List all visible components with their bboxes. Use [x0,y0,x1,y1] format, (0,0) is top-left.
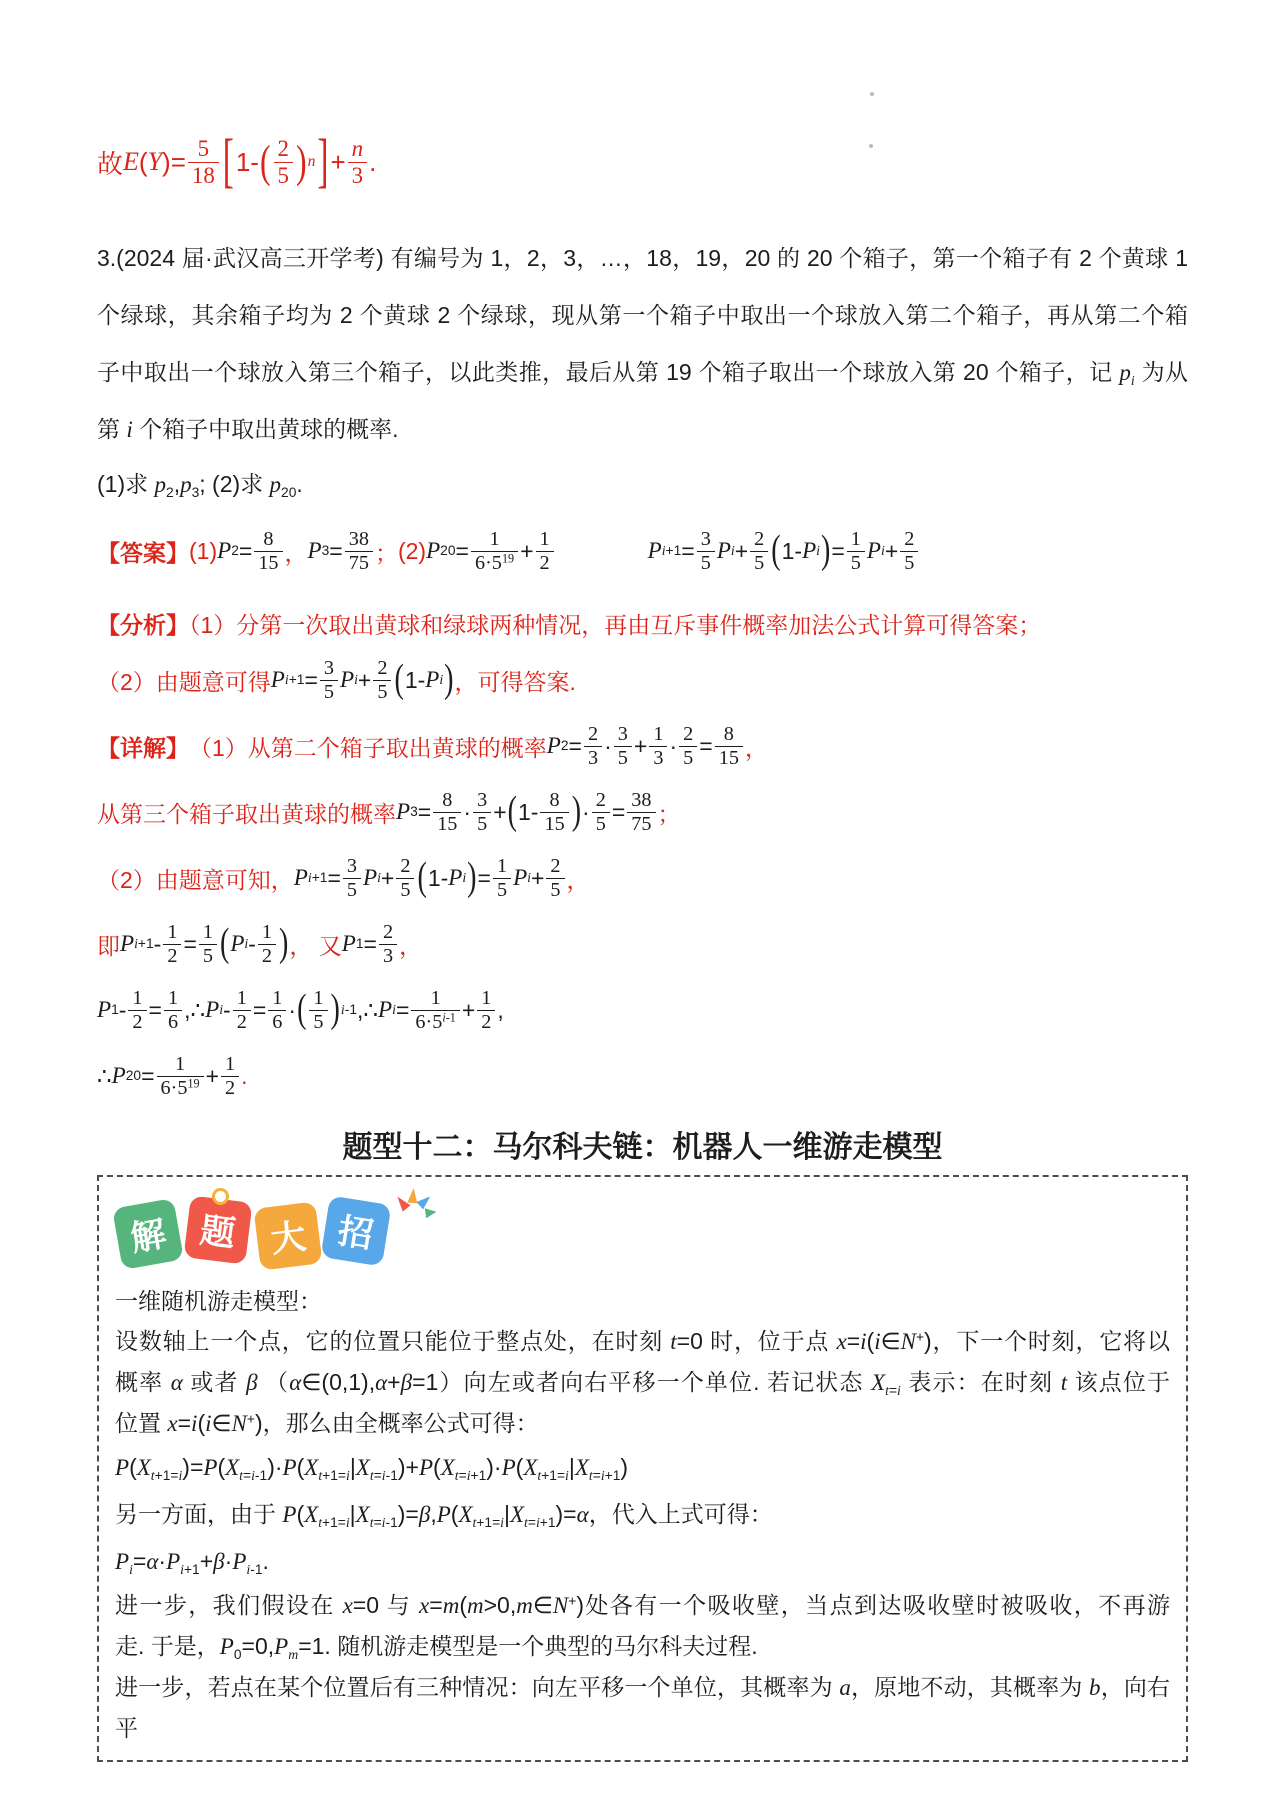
solution-line: 从第三个箱子取出黄球的概率 P 3 = 8 15 · 3 5 + ( 1- 8 15 ) · 2 5 = 38 75 ； [97,788,681,835]
answer-line: 【答案】 (1) P 2 = 8 15 ， P 3 = 38 75 ； (2) P 20 = 1 $6\cdot 5^{19}$ + 1 2 P i+1 = 3 5 P i + 2 5 ( 1- P i ) = 1 5 P i + 2 5 [97,511,1188,591]
box-line: 位置 x=i(i∈N+)，那么由全概率公式可得： [115,1410,539,1436]
problem-line: 3.(2024 届·武汉高三开学考) 有编号为 1，2，3，…，18，19，20 的 20 个箱子，第一个箱子有 2 个黄球 1 [97,245,1188,271]
stray-mark-icon [869,144,873,148]
method-box [97,1175,1188,1762]
badge-tile-icon: 题 [183,1195,252,1264]
box-line: 一维随机游走模型： [115,1288,322,1314]
box-line: 进一步，若点在某个位置后有三种情况：向左平移一个单位，其概率为 a，原地不动，其概率为 b，向右平 [115,1674,1171,1741]
box-formula-line: $P_i=\alpha\cdot P_{i+1}+\beta\cdot P_{i-1}$. [115,1548,269,1577]
box-line: 设数轴上一个点，它的位置只能位于整点处，在时刻 t=0 时，位于点 x=i(i∈N+)，下一个时刻，它将以 [115,1328,1170,1354]
sparkle-shard-icon [425,1207,437,1218]
sparkle-icon [395,1187,439,1231]
box-formula-line: $P(X_{t+1=i})=P(X_{t=i-1})\cdot P(X_{t+1=i}|X_{t=i-1})+P(X_{t=i+1})\cdot P(X_{t+1=i}|X_{t=i+1})$ [115,1454,629,1483]
solution-line: （2）由题意可知， P i+1 = 3 5 P i + 2 5 ( 1- P i ) = 1 5 P i + 2 5 ， [97,854,590,901]
problem-question: (1)求 $p_2,p_3$; (2)求 $p_{20}$. [97,471,303,500]
badge-tile-icon: 大 [253,1201,322,1270]
stray-mark-icon [870,92,874,96]
analysis-line: （2）由题意可得 P i+1 = 3 5 P i + 2 5 ( 1- P i ) ，可得答案. [97,656,576,703]
problem-line: 第 i 个箱子中取出黄球的概率. [97,416,399,442]
badge-tile-icon: 招 [321,1196,392,1267]
problem-line: 子中取出一个球放入第三个箱子，以此类推，最后从第 19 个箱子取出一个球放入第 20 个箱子，记 $p_i$ 为从 [97,359,1188,388]
analysis-line: 【分析】（1）分第一次取出黄球和绿球两种情况，再由互斥事件概率加法公式计算可得答案； [97,612,1042,638]
problem-line: 个绿球，其余箱子均为 2 个黄球 2 个绿球，现从第一个箱子中取出一个球放入第二个箱子，再从第二个箱 [97,302,1188,328]
problem-3-statement [97,230,1188,458]
solution-line: 【详解】 （1）从第二个箱子取出黄球的概率 P 2 = 2 3 · 3 5 + 1 3 · 2 5 = 8 15 ， [97,722,768,769]
formula-ey: 故 E ( Y )= 5 18 [ 1- ( 2 5 ) n ] + n 3 . [97,128,377,196]
badge-ring-icon [212,1188,229,1205]
solution-line: 即 P i+1 - 1 2 = 1 5 ( P i - 1 2 ) ， 又 P 1 = 2 3 ， [97,920,423,967]
box-line: 走. 于是，$P_0=0,P_m=1$. 随机游走模型是一个典型的马尔科夫过程. [115,1633,758,1662]
solution-line: P 1 - 1 2 = 1 6 ,∴ P i - 1 2 = 1 6 · ( 1 5 ) i-1 ,∴ P i = 1 $6\cdot 5^{i-1}$ + 1 2 , [97,986,504,1033]
badge-tile-icon: 解 [112,1198,184,1270]
box-line: 概率 α 或者 β （α∈(0,1),α+β=1）向左或者向右平移一个单位. 若记状态 $X_{t=i}$ 表示：在时刻 t 该点位于 [115,1369,1171,1398]
jietidazhao-badge-icon [115,1187,1170,1281]
solution-line: ∴ P 20 = 1 $6\cdot 5^{19}$ + 1 2 . [97,1052,248,1099]
box-line: 另一方面，由于 $P(X_{t+1=i}|X_{t=i-1})=\beta,P(X_{t+1=i}|X_{t=i+1})=\alpha$，代入上式可得： [115,1501,773,1530]
box-line: 进一步，我们假设在 x=0 与 x=m(m>0,m∈N+)处各有一个吸收壁，当点到达吸收壁时被吸收，不再游 [115,1592,1170,1618]
section-heading: 题型十二：马尔科夫链：机器人一维游走模型 [342,1131,943,1164]
